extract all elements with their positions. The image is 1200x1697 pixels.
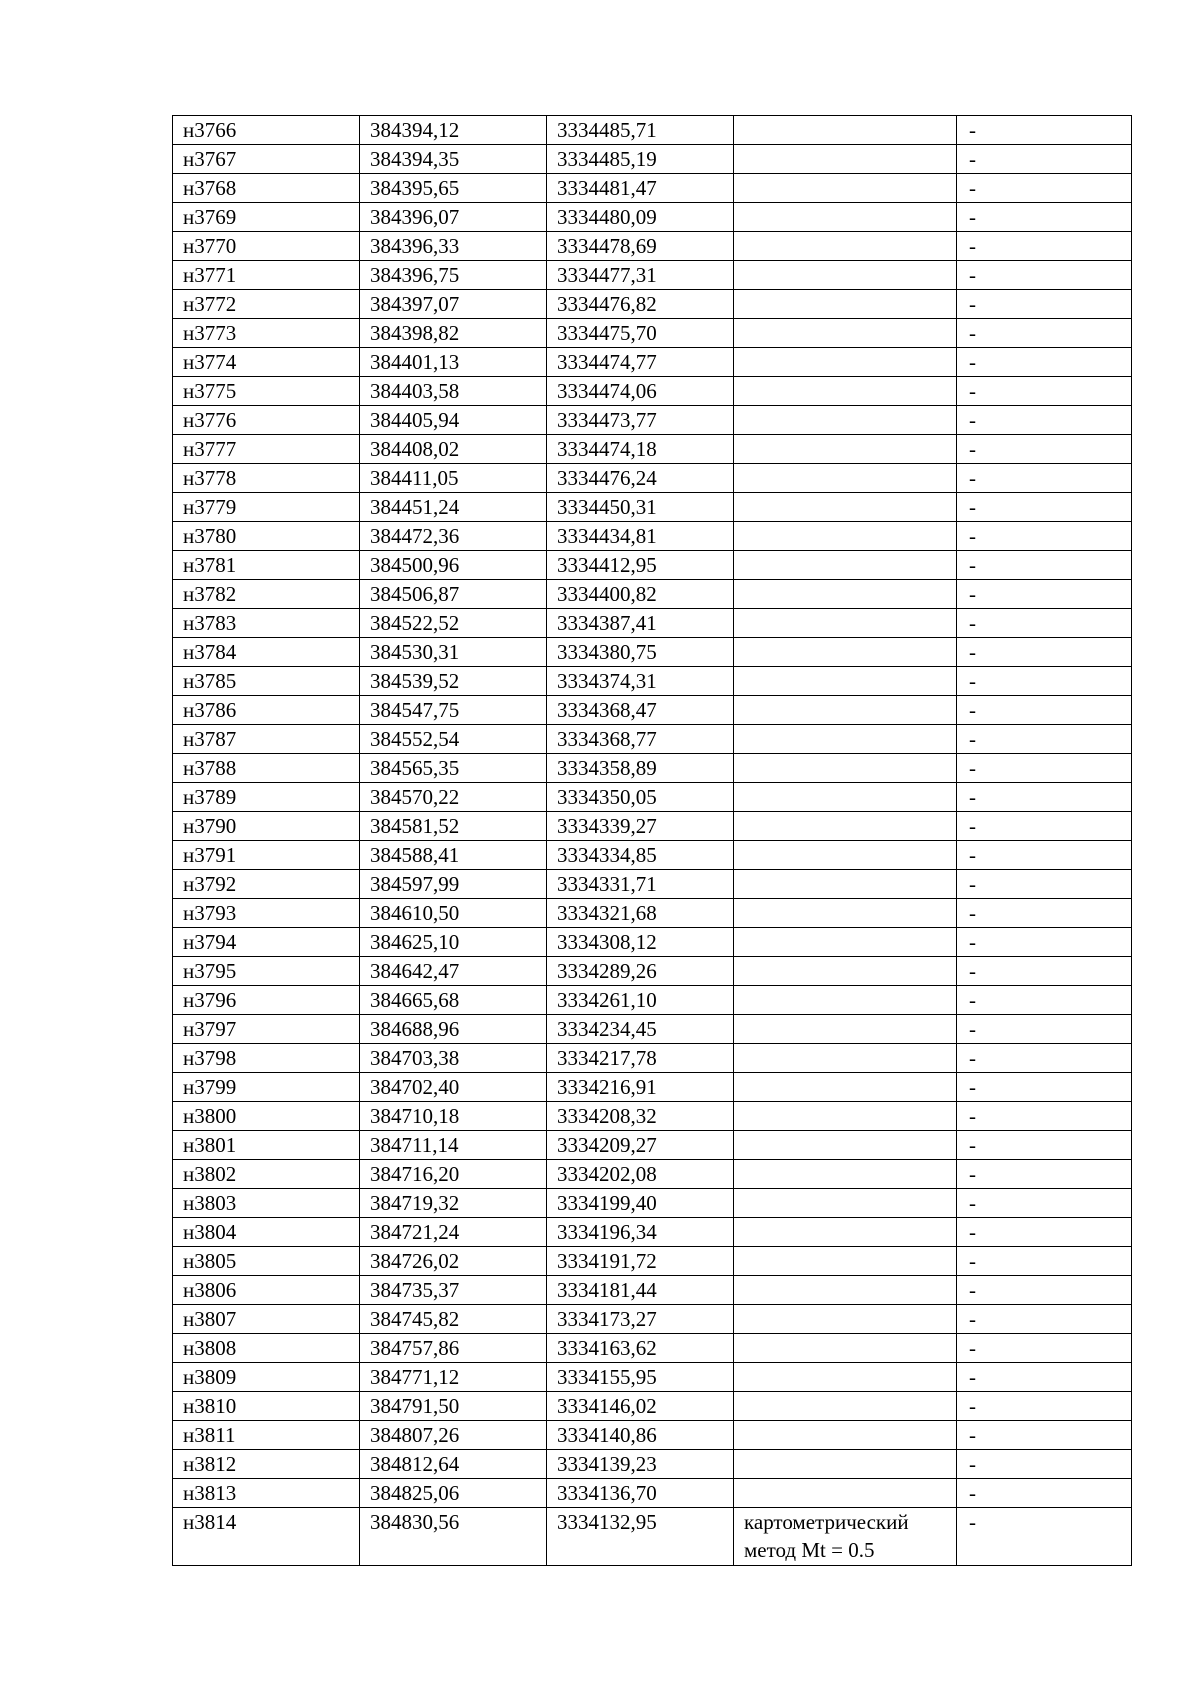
x-coordinate-cell: 384588,41 (360, 841, 547, 870)
x-coordinate-cell: 384716,20 (360, 1160, 547, 1189)
y-coordinate-cell: 3334321,68 (547, 899, 734, 928)
point-cell: н3766 (173, 116, 360, 145)
table-row (173, 812, 1132, 841)
method-cell (734, 1479, 957, 1508)
table-row (173, 754, 1132, 783)
x-coordinate-cell: 384394,35 (360, 145, 547, 174)
table-row (173, 1102, 1132, 1131)
point-cell: н3807 (173, 1305, 360, 1334)
table-row (173, 1450, 1132, 1479)
point-cell: н3786 (173, 696, 360, 725)
y-coordinate-cell: 3334485,71 (547, 116, 734, 145)
point-cell: н3783 (173, 609, 360, 638)
x-coordinate-cell: 384522,52 (360, 609, 547, 638)
point-cell: н3796 (173, 986, 360, 1015)
dash-cell: - (957, 812, 1132, 841)
y-coordinate-cell: 3334358,89 (547, 754, 734, 783)
dash-cell: - (957, 522, 1132, 551)
y-coordinate-cell: 3334132,95 (547, 1508, 734, 1566)
dash-cell: - (957, 203, 1132, 232)
x-coordinate-cell: 384395,65 (360, 174, 547, 203)
x-coordinate-cell: 384472,36 (360, 522, 547, 551)
table-row (173, 261, 1132, 290)
y-coordinate-cell: 3334289,26 (547, 957, 734, 986)
y-coordinate-cell: 3334412,95 (547, 551, 734, 580)
table-row (173, 203, 1132, 232)
method-cell (734, 1421, 957, 1450)
y-coordinate-cell: 3334208,32 (547, 1102, 734, 1131)
table-row (173, 1392, 1132, 1421)
method-cell (734, 174, 957, 203)
dash-cell: - (957, 1450, 1132, 1479)
dash-cell: - (957, 1392, 1132, 1421)
x-coordinate-cell: 384610,50 (360, 899, 547, 928)
point-cell: н3790 (173, 812, 360, 841)
dash-cell: - (957, 1334, 1132, 1363)
dash-cell: - (957, 493, 1132, 522)
table-row (173, 1421, 1132, 1450)
y-coordinate-cell: 3334400,82 (547, 580, 734, 609)
y-coordinate-cell: 3334139,23 (547, 1450, 734, 1479)
method-cell (734, 493, 957, 522)
method-cell (734, 580, 957, 609)
y-coordinate-cell: 3334199,40 (547, 1189, 734, 1218)
x-coordinate-cell: 384408,02 (360, 435, 547, 464)
point-cell: н3798 (173, 1044, 360, 1073)
table-row (173, 435, 1132, 464)
y-coordinate-cell: 3334146,02 (547, 1392, 734, 1421)
point-cell: н3802 (173, 1160, 360, 1189)
x-coordinate-cell: 384757,86 (360, 1334, 547, 1363)
table-row (173, 1334, 1132, 1363)
y-coordinate-cell: 3334476,82 (547, 290, 734, 319)
y-coordinate-cell: 3334163,62 (547, 1334, 734, 1363)
method-cell (734, 232, 957, 261)
method-cell (734, 145, 957, 174)
point-cell: н3771 (173, 261, 360, 290)
dash-cell: - (957, 145, 1132, 174)
point-cell: н3778 (173, 464, 360, 493)
x-coordinate-cell: 384565,35 (360, 754, 547, 783)
dash-cell: - (957, 1160, 1132, 1189)
dash-cell: - (957, 783, 1132, 812)
point-cell: н3811 (173, 1421, 360, 1450)
y-coordinate-cell: 3334450,31 (547, 493, 734, 522)
method-cell (734, 377, 957, 406)
x-coordinate-cell: 384394,12 (360, 116, 547, 145)
point-cell: н3813 (173, 1479, 360, 1508)
point-cell: н3799 (173, 1073, 360, 1102)
dash-cell: - (957, 261, 1132, 290)
x-coordinate-cell: 384830,56 (360, 1508, 547, 1566)
point-cell: н3770 (173, 232, 360, 261)
x-coordinate-cell: 384710,18 (360, 1102, 547, 1131)
coordinates-table (172, 115, 1132, 1566)
point-cell: н3782 (173, 580, 360, 609)
table-row (173, 116, 1132, 145)
table-row (173, 986, 1132, 1015)
dash-cell: - (957, 1073, 1132, 1102)
method-cell (734, 812, 957, 841)
point-cell: н3787 (173, 725, 360, 754)
dash-cell: - (957, 1102, 1132, 1131)
method-cell (734, 464, 957, 493)
method-cell (734, 116, 957, 145)
y-coordinate-cell: 3334368,47 (547, 696, 734, 725)
method-cell (734, 638, 957, 667)
x-coordinate-cell: 384703,38 (360, 1044, 547, 1073)
table-row (173, 232, 1132, 261)
method-cell (734, 1305, 957, 1334)
table-row (173, 377, 1132, 406)
table-row (173, 1073, 1132, 1102)
y-coordinate-cell: 3334191,72 (547, 1247, 734, 1276)
x-coordinate-cell: 384702,40 (360, 1073, 547, 1102)
point-cell: н3774 (173, 348, 360, 377)
y-coordinate-cell: 3334476,24 (547, 464, 734, 493)
y-coordinate-cell: 3334474,77 (547, 348, 734, 377)
point-cell: н3780 (173, 522, 360, 551)
point-cell: н3789 (173, 783, 360, 812)
table-row (173, 319, 1132, 348)
table-row (173, 522, 1132, 551)
point-cell: н3784 (173, 638, 360, 667)
dash-cell: - (957, 1305, 1132, 1334)
method-cell (734, 406, 957, 435)
method-cell (734, 696, 957, 725)
method-cell (734, 609, 957, 638)
x-coordinate-cell: 384500,96 (360, 551, 547, 580)
table-row (173, 899, 1132, 928)
table-row (173, 580, 1132, 609)
point-cell: н3801 (173, 1131, 360, 1160)
point-cell: н3768 (173, 174, 360, 203)
point-cell: н3791 (173, 841, 360, 870)
dash-cell: - (957, 870, 1132, 899)
point-cell: н3803 (173, 1189, 360, 1218)
dash-cell: - (957, 899, 1132, 928)
y-coordinate-cell: 3334350,05 (547, 783, 734, 812)
dash-cell: - (957, 1421, 1132, 1450)
point-cell: н3775 (173, 377, 360, 406)
x-coordinate-cell: 384721,24 (360, 1218, 547, 1247)
x-coordinate-cell: 384719,32 (360, 1189, 547, 1218)
y-coordinate-cell: 3334473,77 (547, 406, 734, 435)
y-coordinate-cell: 3334475,70 (547, 319, 734, 348)
table-row (173, 609, 1132, 638)
table-row (173, 928, 1132, 957)
y-coordinate-cell: 3334474,18 (547, 435, 734, 464)
method-cell (734, 1073, 957, 1102)
point-cell: н3800 (173, 1102, 360, 1131)
dash-cell: - (957, 348, 1132, 377)
dash-cell: - (957, 841, 1132, 870)
table-row (173, 145, 1132, 174)
table-row (173, 1479, 1132, 1508)
table-row (173, 957, 1132, 986)
y-coordinate-cell: 3334136,70 (547, 1479, 734, 1508)
y-coordinate-cell: 3334217,78 (547, 1044, 734, 1073)
point-cell: н3769 (173, 203, 360, 232)
x-coordinate-cell: 384726,02 (360, 1247, 547, 1276)
table-row (173, 406, 1132, 435)
x-coordinate-cell: 384771,12 (360, 1363, 547, 1392)
method-cell (734, 290, 957, 319)
dash-cell: - (957, 1189, 1132, 1218)
method-cell (734, 1392, 957, 1421)
method-cell (734, 1450, 957, 1479)
dash-cell: - (957, 609, 1132, 638)
y-coordinate-cell: 3334434,81 (547, 522, 734, 551)
y-coordinate-cell: 3334485,19 (547, 145, 734, 174)
method-cell (734, 1247, 957, 1276)
method-cell (734, 1218, 957, 1247)
table-row (173, 1189, 1132, 1218)
dash-cell: - (957, 406, 1132, 435)
method-cell (734, 261, 957, 290)
method-cell (734, 725, 957, 754)
method-cell (734, 754, 957, 783)
point-cell: н3767 (173, 145, 360, 174)
dash-cell: - (957, 957, 1132, 986)
table-row (173, 348, 1132, 377)
method-cell (734, 1363, 957, 1392)
method-cell (734, 1131, 957, 1160)
x-coordinate-cell: 384396,33 (360, 232, 547, 261)
dash-cell: - (957, 1015, 1132, 1044)
method-cell (734, 1160, 957, 1189)
table-row (173, 696, 1132, 725)
method-cell (734, 1015, 957, 1044)
y-coordinate-cell: 3334173,27 (547, 1305, 734, 1334)
point-cell: н3797 (173, 1015, 360, 1044)
x-coordinate-cell: 384581,52 (360, 812, 547, 841)
x-coordinate-cell: 384411,05 (360, 464, 547, 493)
table-row (173, 551, 1132, 580)
point-cell: н3777 (173, 435, 360, 464)
x-coordinate-cell: 384552,54 (360, 725, 547, 754)
dash-cell: - (957, 1363, 1132, 1392)
point-cell: н3814 (173, 1508, 360, 1566)
dash-cell: - (957, 725, 1132, 754)
y-coordinate-cell: 3334474,06 (547, 377, 734, 406)
y-coordinate-cell: 3334374,31 (547, 667, 734, 696)
y-coordinate-cell: 3334196,34 (547, 1218, 734, 1247)
y-coordinate-cell: 3334216,91 (547, 1073, 734, 1102)
method-cell (734, 1044, 957, 1073)
dash-cell: - (957, 319, 1132, 348)
y-coordinate-cell: 3334331,71 (547, 870, 734, 899)
dash-cell: - (957, 377, 1132, 406)
dash-cell: - (957, 928, 1132, 957)
method-cell (734, 1334, 957, 1363)
point-cell: н3792 (173, 870, 360, 899)
table-row (173, 1160, 1132, 1189)
x-coordinate-cell: 384539,52 (360, 667, 547, 696)
table-row (173, 1276, 1132, 1305)
method-cell (734, 1189, 957, 1218)
x-coordinate-cell: 384396,75 (360, 261, 547, 290)
method-cell (734, 667, 957, 696)
point-cell: н3809 (173, 1363, 360, 1392)
x-coordinate-cell: 384405,94 (360, 406, 547, 435)
y-coordinate-cell: 3334477,31 (547, 261, 734, 290)
table-row (173, 1363, 1132, 1392)
x-coordinate-cell: 384665,68 (360, 986, 547, 1015)
table-row (173, 174, 1132, 203)
dash-cell: - (957, 1479, 1132, 1508)
y-coordinate-cell: 3334181,44 (547, 1276, 734, 1305)
y-coordinate-cell: 3334481,47 (547, 174, 734, 203)
x-coordinate-cell: 384825,06 (360, 1479, 547, 1508)
y-coordinate-cell: 3334368,77 (547, 725, 734, 754)
x-coordinate-cell: 384807,26 (360, 1421, 547, 1450)
x-coordinate-cell: 384570,22 (360, 783, 547, 812)
x-coordinate-cell: 384745,82 (360, 1305, 547, 1334)
x-coordinate-cell: 384625,10 (360, 928, 547, 957)
method-cell (734, 870, 957, 899)
method-cell (734, 1276, 957, 1305)
method-cell (734, 1102, 957, 1131)
method-cell (734, 783, 957, 812)
x-coordinate-cell: 384547,75 (360, 696, 547, 725)
point-cell: н3810 (173, 1392, 360, 1421)
point-cell: н3779 (173, 493, 360, 522)
y-coordinate-cell: 3334261,10 (547, 986, 734, 1015)
table-row (173, 1247, 1132, 1276)
y-coordinate-cell: 3334478,69 (547, 232, 734, 261)
dash-cell: - (957, 1508, 1132, 1566)
method-cell (734, 986, 957, 1015)
point-cell: н3812 (173, 1450, 360, 1479)
table-row (173, 841, 1132, 870)
point-cell: н3785 (173, 667, 360, 696)
dash-cell: - (957, 551, 1132, 580)
method-cell (734, 551, 957, 580)
dash-cell: - (957, 580, 1132, 609)
point-cell: н3804 (173, 1218, 360, 1247)
y-coordinate-cell: 3334339,27 (547, 812, 734, 841)
dash-cell: - (957, 1218, 1132, 1247)
x-coordinate-cell: 384397,07 (360, 290, 547, 319)
table-row (173, 1305, 1132, 1334)
table-row (173, 493, 1132, 522)
y-coordinate-cell: 3334234,45 (547, 1015, 734, 1044)
dash-cell: - (957, 754, 1132, 783)
dash-cell: - (957, 1044, 1132, 1073)
dash-cell: - (957, 1276, 1132, 1305)
point-cell: н3773 (173, 319, 360, 348)
table-row (173, 667, 1132, 696)
method-cell (734, 899, 957, 928)
y-coordinate-cell: 3334202,08 (547, 1160, 734, 1189)
table-row (173, 1218, 1132, 1247)
method-cell (734, 203, 957, 232)
y-coordinate-cell: 3334380,75 (547, 638, 734, 667)
y-coordinate-cell: 3334334,85 (547, 841, 734, 870)
dash-cell: - (957, 232, 1132, 261)
dash-cell: - (957, 464, 1132, 493)
dash-cell: - (957, 116, 1132, 145)
table-body (173, 116, 1132, 1566)
dash-cell: - (957, 174, 1132, 203)
y-coordinate-cell: 3334155,95 (547, 1363, 734, 1392)
method-cell (734, 348, 957, 377)
table-row (173, 1044, 1132, 1073)
table-row (173, 1508, 1132, 1566)
table-row (173, 870, 1132, 899)
y-coordinate-cell: 3334209,27 (547, 1131, 734, 1160)
y-coordinate-cell: 3334387,41 (547, 609, 734, 638)
x-coordinate-cell: 384396,07 (360, 203, 547, 232)
point-cell: н3776 (173, 406, 360, 435)
point-cell: н3795 (173, 957, 360, 986)
x-coordinate-cell: 384642,47 (360, 957, 547, 986)
table-row (173, 464, 1132, 493)
method-cell: картометрический метод Mt = 0.5 (734, 1508, 957, 1566)
x-coordinate-cell: 384401,13 (360, 348, 547, 377)
x-coordinate-cell: 384506,87 (360, 580, 547, 609)
table-row (173, 783, 1132, 812)
table-row (173, 290, 1132, 319)
x-coordinate-cell: 384451,24 (360, 493, 547, 522)
dash-cell: - (957, 667, 1132, 696)
method-cell (734, 319, 957, 348)
method-cell (734, 522, 957, 551)
point-cell: н3806 (173, 1276, 360, 1305)
point-cell: н3788 (173, 754, 360, 783)
point-cell: н3793 (173, 899, 360, 928)
x-coordinate-cell: 384530,31 (360, 638, 547, 667)
dash-cell: - (957, 290, 1132, 319)
x-coordinate-cell: 384711,14 (360, 1131, 547, 1160)
dash-cell: - (957, 986, 1132, 1015)
dash-cell: - (957, 696, 1132, 725)
dash-cell: - (957, 1247, 1132, 1276)
point-cell: н3794 (173, 928, 360, 957)
table-row (173, 1015, 1132, 1044)
x-coordinate-cell: 384735,37 (360, 1276, 547, 1305)
dash-cell: - (957, 1131, 1132, 1160)
table-row (173, 725, 1132, 754)
x-coordinate-cell: 384398,82 (360, 319, 547, 348)
y-coordinate-cell: 3334308,12 (547, 928, 734, 957)
method-cell (734, 435, 957, 464)
point-cell: н3808 (173, 1334, 360, 1363)
table-row (173, 638, 1132, 667)
x-coordinate-cell: 384688,96 (360, 1015, 547, 1044)
x-coordinate-cell: 384812,64 (360, 1450, 547, 1479)
point-cell: н3772 (173, 290, 360, 319)
method-cell (734, 957, 957, 986)
point-cell: н3805 (173, 1247, 360, 1276)
y-coordinate-cell: 3334140,86 (547, 1421, 734, 1450)
dash-cell: - (957, 638, 1132, 667)
x-coordinate-cell: 384791,50 (360, 1392, 547, 1421)
y-coordinate-cell: 3334480,09 (547, 203, 734, 232)
x-coordinate-cell: 384597,99 (360, 870, 547, 899)
dash-cell: - (957, 435, 1132, 464)
x-coordinate-cell: 384403,58 (360, 377, 547, 406)
table-row (173, 1131, 1132, 1160)
point-cell: н3781 (173, 551, 360, 580)
method-cell (734, 841, 957, 870)
method-cell (734, 928, 957, 957)
